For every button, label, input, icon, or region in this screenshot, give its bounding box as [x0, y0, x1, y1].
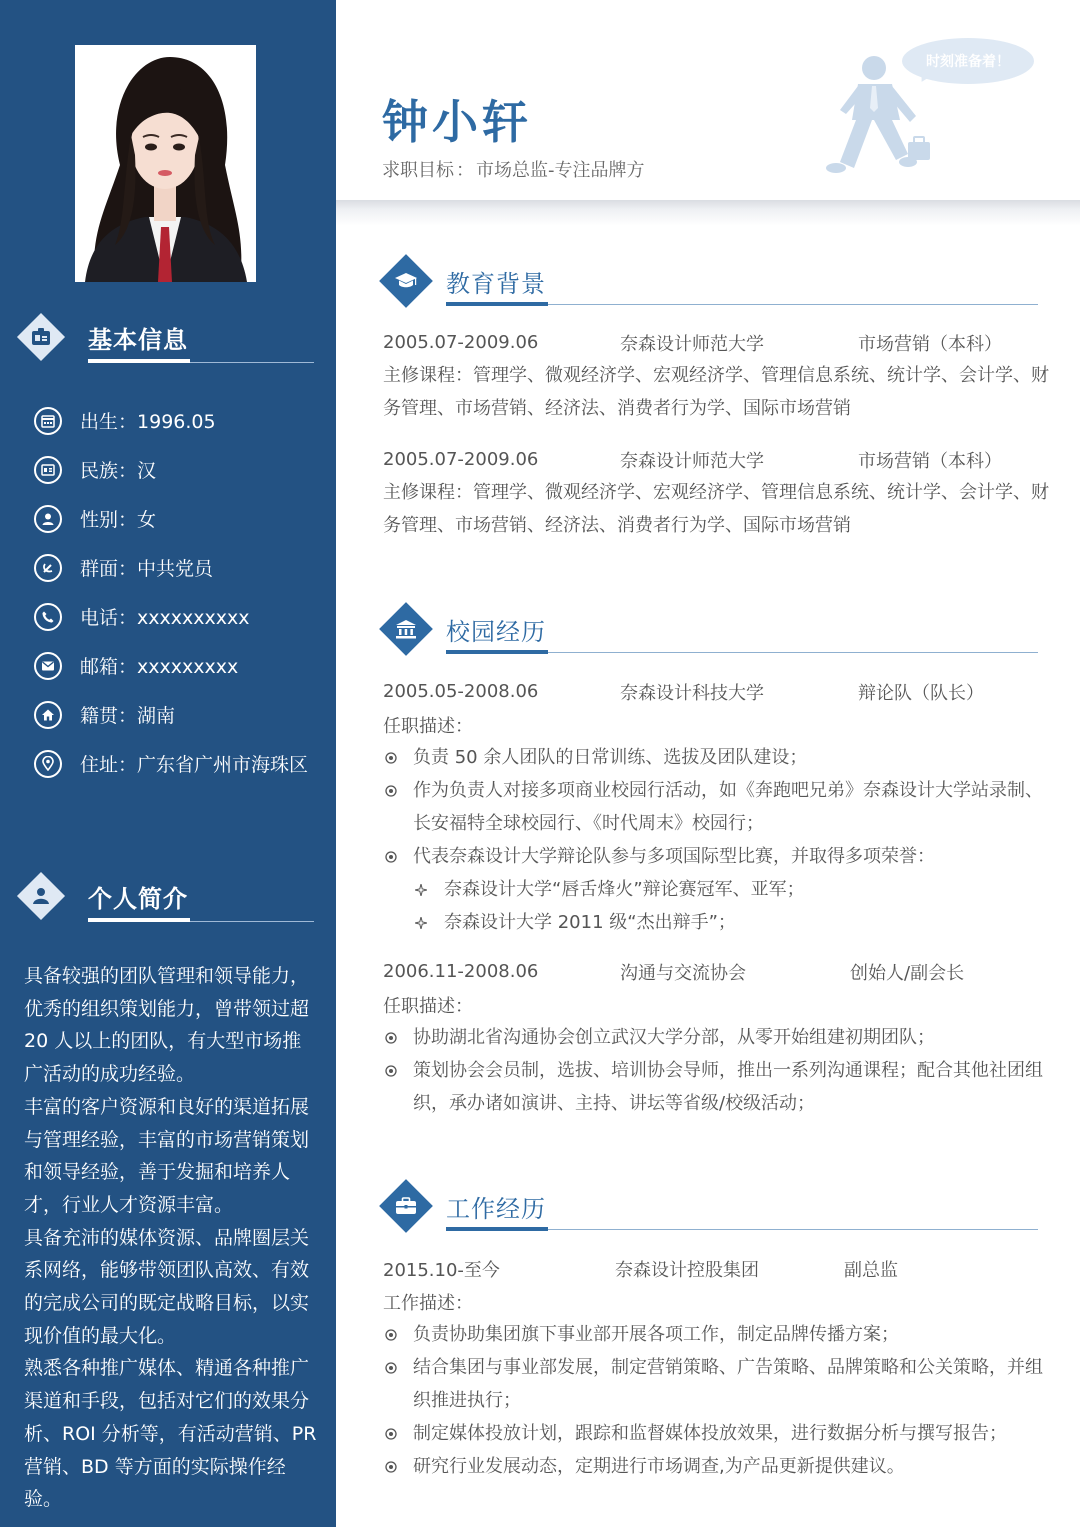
basic-info-list: [34, 396, 324, 788]
intro-paragraph: 具备较强的团队管理和领导能力，优秀的组织策划能力，曾带领过超 20 人以上的团队，有大型市场推广活动的成功经验。: [24, 965, 310, 1086]
info-value: 广东省广州市海珠区: [137, 754, 309, 776]
bullet-circle-icon: [383, 1021, 399, 1054]
intro-paragraph: 丰富的客户资源和良好的渠道拓展与管理经验，丰富的市场营销策划和领导经验，善于发掘和培养人才，行业人才资源丰富。: [24, 1095, 310, 1216]
header-divider: [336, 200, 1080, 226]
campus-period: 2005.05-2008.06: [383, 681, 539, 702]
list-item: 制定媒体投放计划，跟踪和监督媒体投放效果，进行数据分析与撰写报告；: [383, 1417, 1053, 1450]
intro-paragraph: 熟悉各种推广媒体、精通各种推广渠道和手段，包括对它们的效果分析、ROI 分析等，有活动营销、PR 营销、BD 等方面的实际操作经验。: [24, 1357, 317, 1511]
campus-role: 辩论队（队长）: [858, 682, 984, 704]
info-label: 群面: [80, 558, 119, 580]
info-value: 1996.05: [137, 411, 216, 433]
diamond-star-icon: [413, 906, 429, 939]
info-value: xxxxxxxxxx: [137, 607, 250, 629]
campus-period: 2006.11-2008.06: [383, 961, 539, 982]
email-icon: [34, 652, 62, 680]
list-item: 负责 50 余人团队的日常训练、选拔及团队建设；: [383, 741, 1053, 774]
education-title: 教育背景: [446, 270, 546, 298]
info-value: 女: [137, 509, 157, 531]
list-item: 代表奈森设计大学辩论队参与多项国际型比赛，并取得多项荣誉：: [383, 840, 1053, 873]
sub-list-item: 奈森设计大学“唇舌烽火”辩论赛冠军、亚军；: [383, 873, 1053, 906]
info-row-ethnicity: 民族：汉: [34, 445, 324, 494]
basic-info-heading: [24, 318, 314, 370]
info-label: 出生: [80, 411, 119, 433]
intro-heading: [24, 877, 314, 929]
bullet-circle-icon: [383, 741, 399, 774]
location-pin-icon: [34, 750, 62, 778]
info-row-address: 住址：广东省广州市海珠区: [34, 739, 324, 788]
id-card-icon: [34, 456, 62, 484]
work-heading: [383, 1183, 1038, 1239]
list-item: 负责协助集团旗下事业部开展各项工作，制定品牌传播方案；: [383, 1318, 1053, 1351]
work-title: 工作经历: [446, 1195, 546, 1223]
list-item: 结合集团与事业部发展，制定营销策略、广告策略、品牌策略和公关策略，并组织推进执行；: [383, 1351, 1053, 1417]
intro-text: [24, 960, 320, 1516]
list-item: 作为负责人对接多项商业校园行活动，如《奔跑吧兄弟》奈森设计大学站录制、长安福特全球校园行、《时代周末》校园行；: [383, 774, 1053, 840]
list-item: 策划协会会员制，选拔、培训协会导师，推出一系列沟通课程；配合其他社团组织，承办诸如演讲、主持、讲坛等省级/校级活动；: [383, 1054, 1053, 1120]
intro-paragraph: 具备充沛的媒体资源、品牌圈层关系网络，能够带领团队高效、有效的完成公司的既定战略目标，以实现价值的最大化。: [24, 1226, 310, 1347]
info-label: 电话: [80, 607, 119, 629]
list-item: 协助湖北省沟通协会创立武汉大学分部，从零开始组建初期团队；: [383, 1021, 1053, 1054]
phone-icon: [34, 603, 62, 631]
objective-value: 市场总监-专注品牌方: [476, 160, 645, 181]
work-company: 奈森设计控股集团: [615, 1259, 759, 1281]
info-row-gender: 性别：女: [34, 494, 324, 543]
info-label: 邮箱: [80, 656, 119, 678]
calendar-icon: [34, 407, 62, 435]
campus-entry: [383, 675, 1053, 939]
campus-org: 沟通与交流协会: [620, 962, 746, 984]
bullet-circle-icon: [383, 840, 399, 873]
edu-period: 2005.07-2009.06: [383, 449, 539, 470]
profile-photo: [75, 45, 256, 282]
speech-bubble-text: 时刻准备着！: [926, 54, 1010, 70]
info-value: 湖南: [137, 705, 176, 727]
campus-org: 奈森设计科技大学: [620, 682, 764, 704]
intro-title: 个人简介: [88, 885, 188, 913]
basic-info-title: 基本信息: [88, 326, 188, 354]
job-objective: 求职目标 ： 市场总监-专注品牌方: [382, 160, 645, 181]
info-label: 民族: [80, 460, 119, 482]
work-role: 副总监: [844, 1259, 898, 1281]
edu-major: 市场营销（本科）: [858, 333, 1002, 355]
info-label: 性别: [80, 509, 119, 531]
education-entry: [383, 443, 1053, 542]
edu-school: 奈森设计师范大学: [620, 450, 764, 472]
desc-label: 工作描述：: [383, 1292, 473, 1314]
sidebar: [0, 0, 336, 1527]
graduation-cap-icon: [387, 262, 425, 300]
resume-header: [336, 0, 1080, 200]
desc-label: 任职描述：: [383, 715, 473, 737]
education-heading: [383, 258, 1038, 314]
info-label: 籍贯: [80, 705, 119, 727]
education-entry: [383, 326, 1053, 425]
edu-courses: 主修课程：管理学、微观经济学、宏观经济学、管理信息系统、统计学、会计学、财务管理、市场营销、经济法、消费者行为学、国际市场营销: [383, 365, 1049, 419]
work-entry: [383, 1252, 1053, 1483]
diamond-star-icon: [413, 873, 429, 906]
edu-major: 市场营销（本科）: [858, 450, 1002, 472]
edu-period: 2005.07-2009.06: [383, 332, 539, 353]
objective-label: 求职目标: [382, 160, 454, 181]
institution-icon: [387, 610, 425, 648]
info-row-political: 群面：中共党员: [34, 543, 324, 592]
briefcase-icon: [387, 1187, 425, 1225]
bullet-circle-icon: [383, 1318, 399, 1351]
list-item: 研究行业发展动态，定期进行市场调查,为产品更新提供建议。: [383, 1450, 1053, 1483]
bullet-circle-icon: [383, 1417, 399, 1450]
desc-label: 任职描述：: [383, 995, 473, 1017]
info-value: 中共党员: [137, 558, 214, 580]
edu-school: 奈森设计师范大学: [620, 333, 764, 355]
campus-title: 校园经历: [446, 618, 546, 646]
party-emblem-icon: [34, 554, 62, 582]
bullet-circle-icon: [383, 1054, 399, 1087]
sub-list-item: 奈森设计大学 2011 级“杰出辩手”；: [383, 906, 1053, 939]
campus-role: 创始人/副会长: [850, 962, 965, 984]
info-row-email: 邮箱：xxxxxxxxx: [34, 641, 324, 690]
bullet-circle-icon: [383, 1351, 399, 1384]
work-period: 2015.10-至今: [383, 1259, 500, 1281]
campus-heading: [383, 606, 1038, 662]
candidate-name: 钟小轩: [382, 95, 532, 149]
home-icon: [34, 701, 62, 729]
bullet-circle-icon: [383, 1450, 399, 1483]
info-value: xxxxxxxxx: [137, 656, 239, 678]
info-row-birth: 出生：1996.05: [34, 396, 324, 445]
bullet-circle-icon: [383, 774, 399, 807]
person-icon: [34, 505, 62, 533]
info-row-hometown: 籍贯：湖南: [34, 690, 324, 739]
info-row-phone: 电话：xxxxxxxxxx: [34, 592, 324, 641]
info-label: 住址: [80, 754, 119, 776]
campus-entry: [383, 955, 1053, 1120]
info-value: 汉: [137, 460, 157, 482]
edu-courses: 主修课程：管理学、微观经济学、宏观经济学、管理信息系统、统计学、会计学、财务管理、市场营销、经济法、消费者行为学、国际市场营销: [383, 482, 1049, 536]
id-badge-icon: [24, 320, 58, 354]
user-icon: [24, 879, 58, 913]
